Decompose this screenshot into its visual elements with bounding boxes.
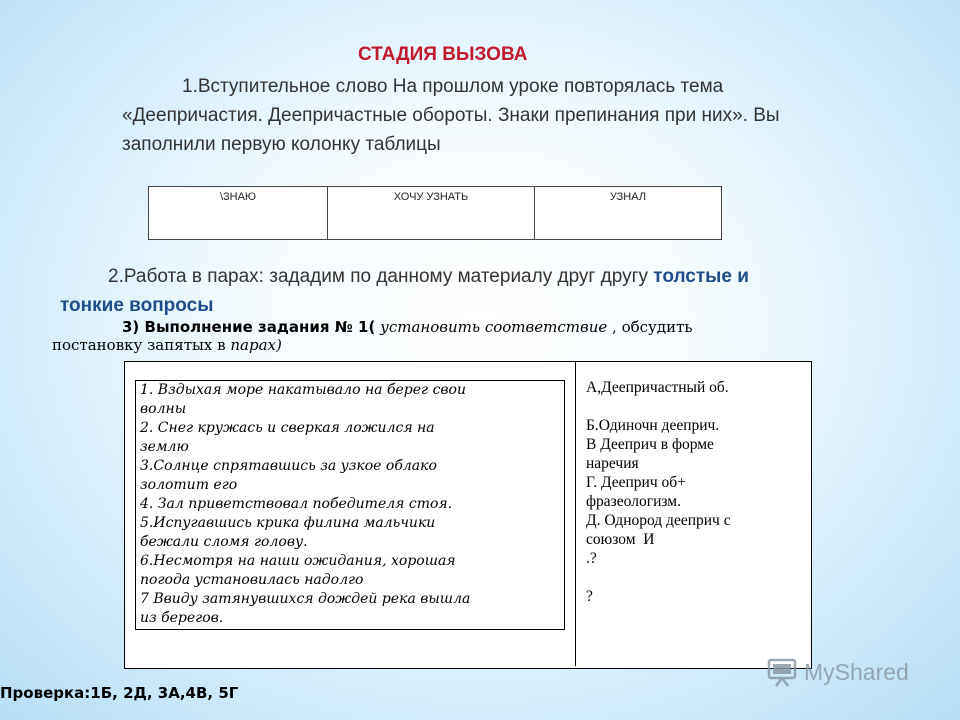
kwl-col-want: ХОЧУ УЗНАТЬ xyxy=(328,187,535,240)
intro-line-2: «Деепричастия. Деепричастные обороты. Знаки препинания при них». Вы xyxy=(122,105,780,126)
sentence-line: 7 Ввиду затянувшихся дождей река вышла xyxy=(140,591,471,607)
sentence-line: 5.Испугавшись крика филина мальчики xyxy=(140,515,436,531)
check-answers: Проверка:1Б, 2Д, 3А,4В, 5Г xyxy=(0,684,239,702)
sentence-line: бежали сломя голову. xyxy=(140,534,308,550)
sentence-line: землю xyxy=(140,439,189,455)
intro-paragraph xyxy=(122,72,902,159)
pair-work-highlight-2: тонкие вопросы xyxy=(60,295,214,316)
sentence-line: 2. Снег кружась и сверкая ложился на xyxy=(140,420,435,436)
pair-work-highlight-1: толстые и xyxy=(653,266,749,287)
sentences-list xyxy=(135,380,565,630)
pair-work xyxy=(60,262,880,320)
sentence-line: из берегов. xyxy=(140,610,224,626)
answer-line xyxy=(586,568,806,587)
task-suffix: , обсудить xyxy=(607,318,693,336)
kwl-col-learned: УЗНАЛ xyxy=(535,187,722,240)
sentence-line: 6.Несмотря на наши ожидания, хорошая xyxy=(140,553,456,569)
task-italic: установить соответствие xyxy=(375,318,608,336)
sentence-line: золотит его xyxy=(140,477,238,493)
page-title: СТАДИЯ ВЫЗОВА xyxy=(358,44,528,65)
answer-line: фразеологизм. xyxy=(586,493,681,510)
presentation-icon xyxy=(766,656,798,688)
pair-work-lead: 2.Работа в парах: зададим по данному материалу друг другу xyxy=(108,266,654,287)
answer-line xyxy=(586,397,806,416)
sentence-line: 3.Солнце спрятавшись за узкое облако xyxy=(140,458,437,474)
watermark xyxy=(766,656,909,688)
task-line2-italic: парах) xyxy=(230,336,282,354)
sentence-line: погода установилась надолго xyxy=(140,572,364,588)
answer-line: Г. Дееприч об+ xyxy=(586,474,686,491)
kwl-table xyxy=(148,186,722,240)
answer-line: А,Деепричастный об. xyxy=(586,379,729,396)
answer-line: ? xyxy=(586,588,593,605)
task-prefix: 3) Выполнение задания № 1( xyxy=(122,318,376,336)
sentence-line: 1. Вздыхая море накатывало на берег свои xyxy=(140,382,466,398)
answer-line: союзом И xyxy=(586,531,655,548)
matching-table xyxy=(124,361,812,669)
watermark-text: MyShared xyxy=(804,658,909,685)
intro-line-3: заполнили первую колонку таблицы xyxy=(122,134,441,155)
answers-list xyxy=(586,378,806,606)
answer-line: В Дееприч в форме xyxy=(586,436,714,453)
sentence-line: 4. Зал приветствовал победителя стоя. xyxy=(140,496,453,512)
answer-line: наречия xyxy=(586,455,639,472)
answer-line: .? xyxy=(586,550,597,567)
kwl-col-know: \ЗНАЮ xyxy=(149,187,328,240)
answer-line: Д. Однород дееприч с xyxy=(586,512,731,529)
answer-line: Б.Одиночн дееприч. xyxy=(586,417,720,434)
sentences-column xyxy=(125,362,576,666)
task-line2: постановку запятых в xyxy=(52,336,231,354)
intro-line-1: 1.Вступительное слово На прошлом уроке повторялась тема xyxy=(182,76,724,97)
sentence-line: волны xyxy=(140,401,187,417)
task-heading xyxy=(52,318,852,354)
